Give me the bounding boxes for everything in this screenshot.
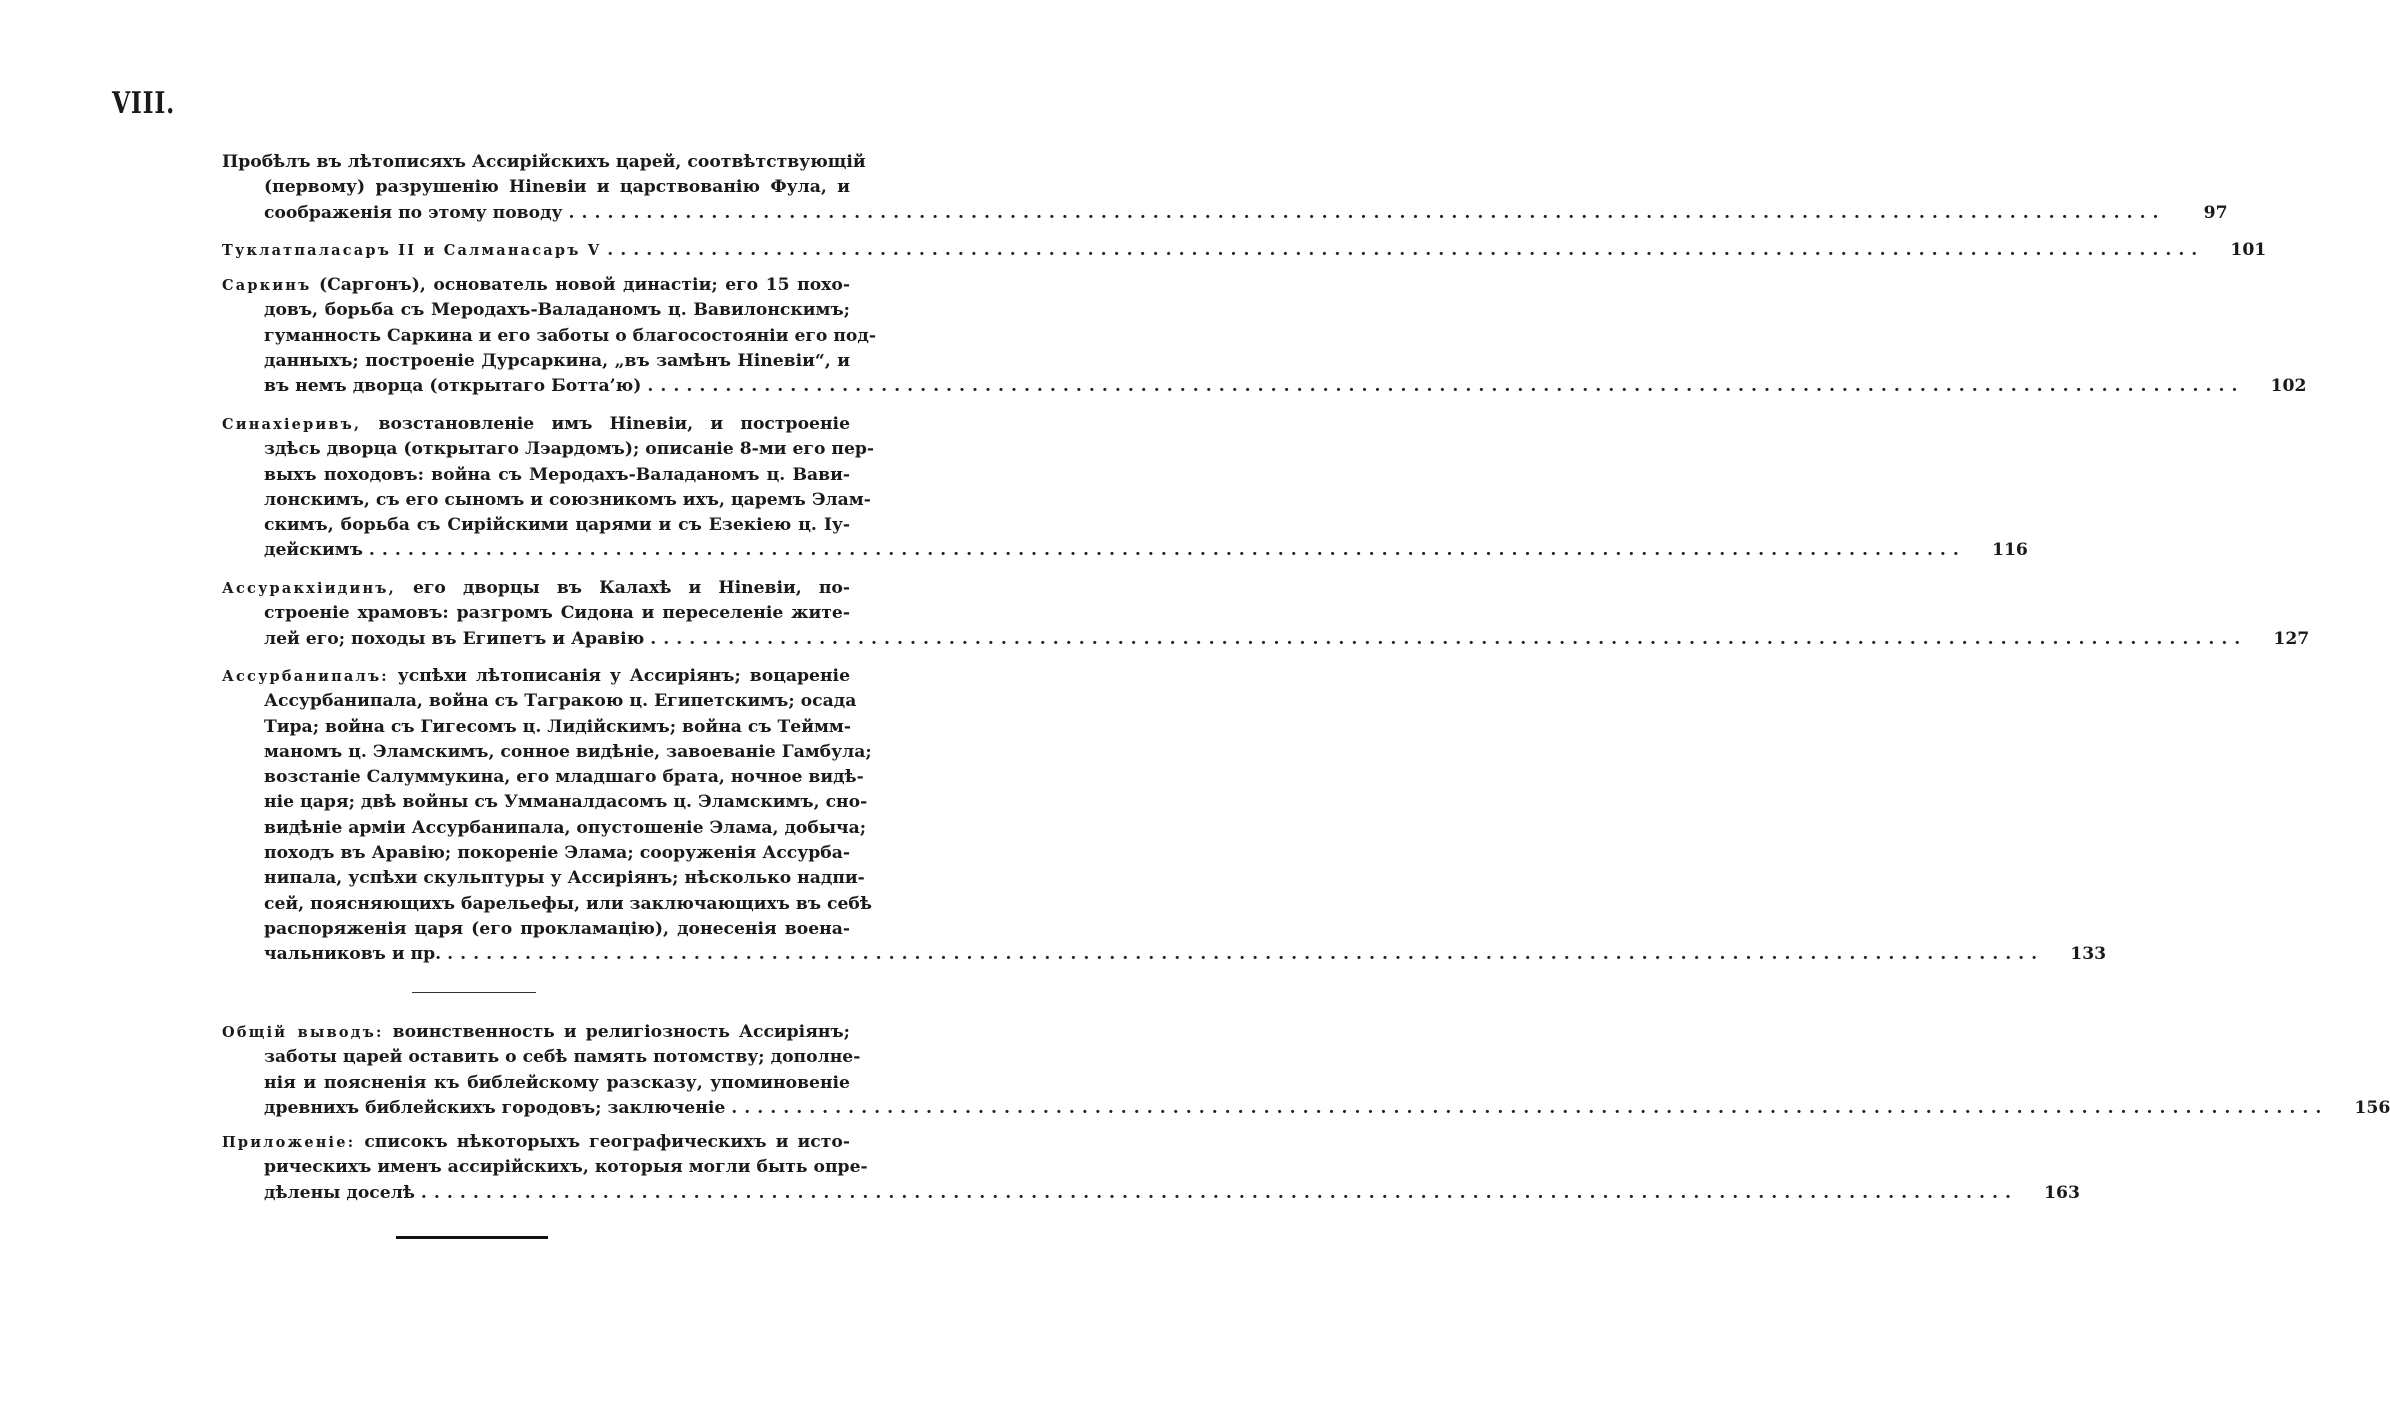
toc-line: Ассурбанипала, война съ Тагракою ц. Египетскимъ; осада — [264, 691, 857, 712]
page-ref: 163 — [2044, 1182, 2080, 1203]
page-ref: 102 — [2270, 376, 2307, 397]
page-ref: 97 — [2203, 202, 2228, 223]
toc-entry — [222, 273, 2307, 399]
toc-line: заботы царей оставить о себѣ память потомству; дополне- — [264, 1047, 861, 1068]
toc-line: древнихъ библейскихъ городовъ; заключеніе — [264, 1097, 726, 1118]
dot-leader: ........................................................................................................................... — [650, 628, 2248, 649]
toc-line: (первому) разрушенію Нineвіи и царствованію Фула, и — [264, 177, 850, 198]
toc-line: строеніе храмовъ: разгромъ Сидона и переселеніе жите- — [264, 603, 850, 624]
toc-line: лей его; походы въ Египетъ и Аравію — [264, 628, 645, 649]
toc-line: скимъ, борьба съ Сирійскими царями и съ Езекіею ц. Іу- — [264, 515, 850, 536]
toc-last-line — [222, 538, 2028, 563]
toc-heading: Синахіеривъ, — [222, 416, 362, 433]
toc-first-line — [222, 412, 850, 437]
toc-heading: Саркинъ — [222, 277, 312, 294]
toc-line: Пробѣлъ въ лѣтописяхъ Ассирійскихъ царей, соотвѣтствующій — [222, 152, 866, 172]
dot-leader: ........................................................................................................................... — [368, 540, 1966, 561]
toc-line: довъ, борьба съ Меродахъ-Валаданомъ ц. Вавилонскимъ; — [264, 300, 850, 321]
toc-line: походъ въ Аравію; покореніе Элама; сооруженія Ассурба- — [264, 843, 850, 864]
toc-first-line — [222, 273, 850, 298]
toc-heading: Общій выводъ: — [222, 1024, 384, 1041]
toc-line: видѣніе арміи Ассурбанипала, опустошеніе Элама, добыча; — [264, 817, 867, 838]
dot-leader: ........................................................................................................................... — [447, 944, 2045, 965]
toc-line: возстановленіе имъ Нineвіи, и построеніе — [378, 414, 851, 434]
toc-line: возстаніе Салуммукина, его младшаго брата, ночное видѣ- — [264, 767, 864, 788]
page-ref: 156 — [2354, 1097, 2390, 1118]
toc-line: данныхъ; построеніе Дурсаркина, „въ замѣнъ Нineвіи“, и — [264, 350, 850, 371]
end-rule — [396, 1236, 548, 1239]
toc-line: Тира; война съ Гигесомъ ц. Лидійскимъ; война съ Теймм- — [264, 716, 851, 737]
toc-line: (Саргонъ), основатель новой династіи; его 15 похо- — [318, 275, 850, 295]
toc-last-line — [222, 201, 2228, 226]
toc-first-line — [222, 576, 850, 601]
toc-line: распоряженія царя (его прокламацію), донесенія военa- — [264, 918, 850, 939]
toc-line: списокъ нѣкоторыхъ географическихъ и исто- — [364, 1132, 850, 1152]
toc-first-line — [222, 1020, 850, 1045]
toc-line: лонскимъ, съ его сыномъ и союзникомъ ихъ, царемъ Элам- — [264, 489, 871, 510]
toc-entry — [222, 576, 2310, 652]
toc-entry — [222, 1130, 2080, 1206]
toc-line: чальниковъ и пр. — [264, 944, 442, 965]
page-ref: 101 — [2230, 240, 2267, 260]
toc-entry — [222, 150, 2228, 226]
page-number: VIII. — [112, 86, 176, 121]
toc-line: дѣлены доселѣ — [264, 1182, 415, 1203]
toc-last-line — [222, 238, 2267, 263]
section-divider — [412, 992, 536, 993]
toc-line: дейскимъ — [264, 540, 363, 561]
toc-entry — [222, 664, 2107, 968]
toc-line: выхъ походовъ: война съ Меродахъ-Валаданомъ ц. Вави- — [264, 464, 850, 485]
dot-leader: ........................................................................................................................... — [647, 376, 2245, 397]
toc-line: соображенія по этому поводу — [264, 202, 563, 223]
toc-line: воинственность и религіозность Ассиріянъ; — [392, 1022, 851, 1042]
page-ref: 127 — [2273, 628, 2310, 649]
dot-leader: ........................................................................................................................... — [731, 1097, 2329, 1118]
toc-entry — [222, 1020, 2390, 1121]
toc-line: здѣсь дворца (открытаго Лэардомъ); описаніе 8-ми его пер- — [264, 439, 875, 460]
dot-leader: ........................................................................................................................... — [568, 202, 2166, 223]
toc-heading: Туклатпаласаръ II и Салманасаръ V — [222, 242, 602, 259]
toc-line: нія и поясненія къ библейскому разсказу, упоминовеніе — [264, 1072, 850, 1093]
toc-line: гуманность Саркина и его заботы о благосостояніи его под- — [264, 325, 876, 346]
toc-heading: Ассурбанипалъ: — [222, 668, 389, 685]
toc-line: его дворцы въ Калахѣ и Нineвіи, по- — [412, 578, 850, 598]
toc-last-line — [222, 1181, 2080, 1206]
page-ref: 133 — [2070, 944, 2107, 965]
toc-line: маномъ ц. Эламскимъ, сонное видѣніе, завоеваніе Гамбула; — [264, 741, 872, 762]
page-ref: 116 — [1992, 540, 2028, 561]
dot-leader: ........................................................................................................................... — [607, 240, 2205, 260]
toc-first-line — [222, 664, 850, 689]
toc-line: сей, поясняющихъ барельефы, или заключающихъ въ себѣ — [264, 893, 872, 914]
toc-line: рическихъ именъ ассирійскихъ, которыя могли быть опре- — [264, 1157, 868, 1178]
dot-leader: ........................................................................................................................... — [420, 1182, 2018, 1203]
toc-entry — [222, 412, 2028, 564]
toc-first-line — [222, 1130, 850, 1155]
toc-line: нипала, успѣхи скульптуры у Ассиріянъ; нѣсколько надпи- — [264, 868, 865, 889]
toc-last-line — [222, 942, 2107, 967]
toc-heading: Приложеніе: — [222, 1134, 356, 1151]
toc-last-line — [222, 374, 2307, 399]
toc-entry — [222, 238, 2267, 263]
toc-line: успѣхи лѣтописанія у Ассиріянъ; воцареніе — [397, 666, 851, 686]
toc-last-line — [222, 627, 2310, 652]
toc-line: ніе царя; двѣ войны съ Умманалдасомъ ц. Эламскимъ, сно- — [264, 792, 868, 813]
toc-last-line — [222, 1096, 2390, 1121]
toc-heading: Ассуракхіидинъ, — [222, 580, 396, 597]
toc-line: въ немъ дворца (открытаго Ботта’ю) — [264, 376, 642, 397]
